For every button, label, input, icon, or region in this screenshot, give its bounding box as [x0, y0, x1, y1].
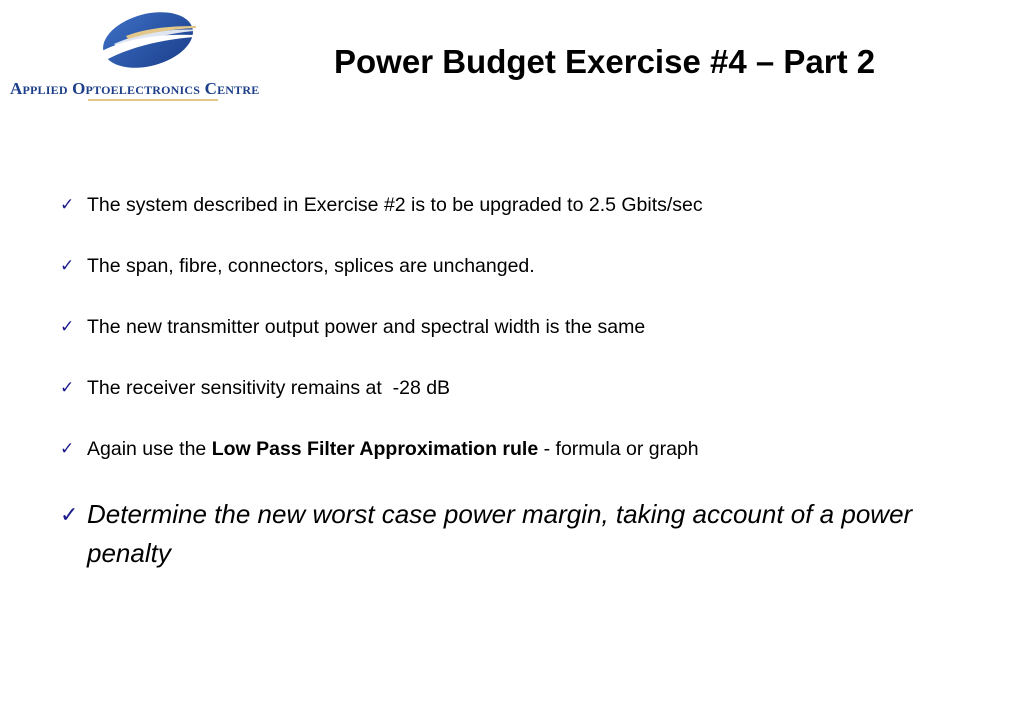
bullet-item: [60, 251, 960, 281]
bullet-text: Determine the new worst case power margin, taking account of a power penalty: [87, 499, 913, 568]
bullet-item: [60, 312, 960, 342]
checkmark-icon: ✓: [60, 195, 75, 215]
bullet-item: [60, 434, 960, 464]
checkmark-icon: ✓: [60, 503, 79, 528]
bullet-item: [60, 373, 960, 403]
bullet-text-suffix: - formula or graph: [538, 438, 699, 460]
checkmark-icon: ✓: [60, 378, 75, 398]
logo: [8, 8, 284, 108]
bullet-text: The span, fibre, connectors, splices are unchanged.: [87, 255, 535, 277]
logo-swoosh-icon: [96, 8, 216, 76]
bullet-text: The receiver sensitivity remains at -28 dB: [87, 377, 451, 399]
slide-title: Power Budget Exercise #4 – Part 2: [334, 43, 876, 80]
checkmark-icon: ✓: [60, 256, 75, 276]
bullet-text-prefix: Again use the: [87, 438, 212, 460]
bullet-text-bold: Low Pass Filter Approximation rule: [211, 438, 539, 460]
bullet-text: The new transmitter output power and spectral width is the same: [87, 316, 646, 338]
bullet-item: [60, 190, 960, 220]
checkmark-icon: ✓: [60, 439, 75, 459]
logo-text: Applied Optoelectronics Centre: [10, 79, 260, 98]
bullet-list: [60, 190, 960, 604]
bullet-text: The system described in Exercise #2 is to be upgraded to 2.5 Gbits/sec: [87, 194, 703, 216]
bullet-item-task: [60, 495, 947, 573]
checkmark-icon: ✓: [60, 317, 75, 337]
logo-underline: [88, 99, 218, 101]
